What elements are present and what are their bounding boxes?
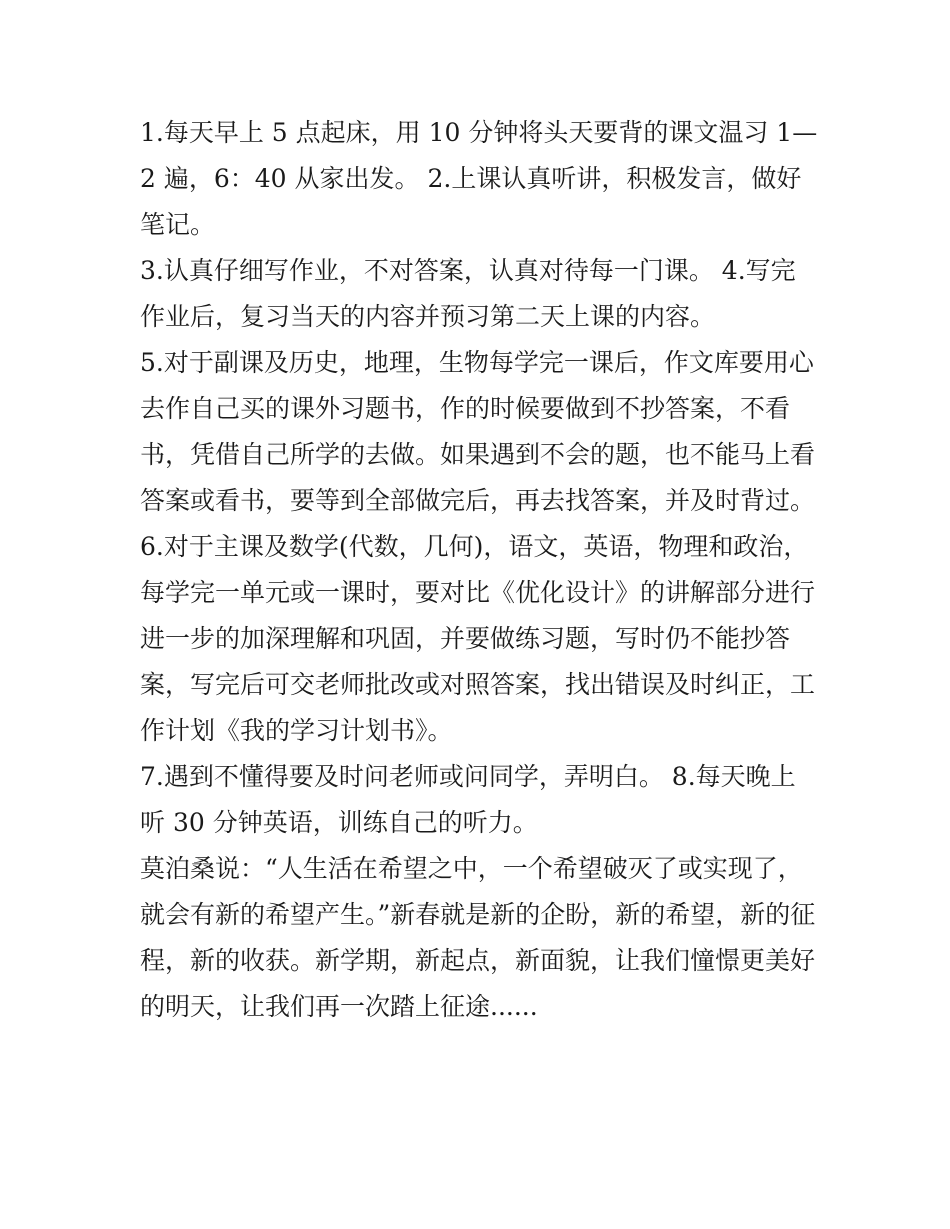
paragraph-3: 5.对于副课及历史，地理，生物每学完一课后，作文库要用心去作自己买的课外习题书，作的时候要做到不抄答案，不看书，凭借自己所学的去做。如果遇到不会的题，也不能马上看答案或看书，要等到全部做完后，再去找答案，并及时背过。: [140, 348, 816, 515]
paragraph-2: 3.认真仔细写作业，不对答案，认真对待每一门课。 4.写完作业后，复习当天的内容并预习第二天上课的内容。: [140, 256, 796, 331]
paragraph-5: 7.遇到不懂得要及时问老师或问同学，弄明白。 8.每天晚上听 30 分钟英语，训练自己的听力。: [140, 762, 796, 837]
document-body: [140, 110, 820, 1030]
paragraph-6: 莫泊桑说：“人生活在希望之中，一个希望破灭了或实现了，就会有新的希望产生。”新春就是新的企盼，新的希望，新的征程，新的收获。新学期，新起点，新面貌，让我们憧憬更美好的明天，让我们再一次踏上征途......: [140, 854, 816, 1021]
paragraph-1: 1.每天早上 5 点起床，用 10 分钟将头天要背的课文温习 1—2 遍，6：40 从家出发。 2.上课认真听讲，积极发言，做好笔记。: [140, 118, 818, 239]
paragraph-4: 6.对于主课及数学(代数，几何)，语文，英语，物理和政治，每学完一单元或一课时，要对比《优化设计》的讲解部分进行进一步的加深理解和巩固，并要做练习题，写时仍不能抄答案，写完后可交老师批改或对照答案，找出错误及时纠正，工作计划《我的学习计划书》。: [140, 532, 816, 745]
